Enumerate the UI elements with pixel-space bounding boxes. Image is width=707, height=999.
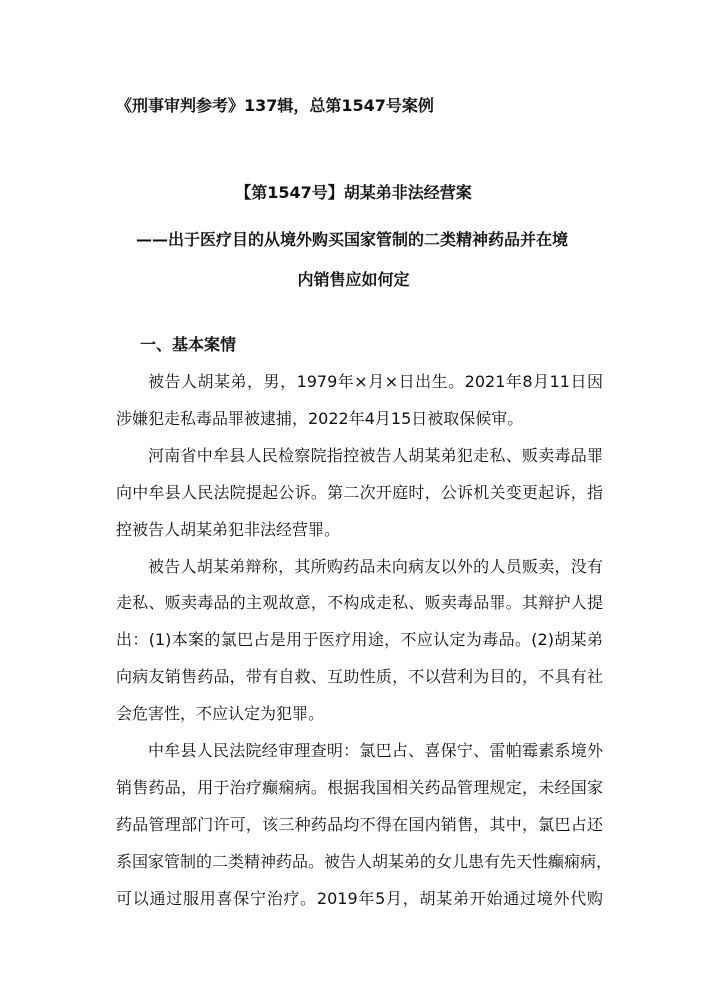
body-line: 可以通过服用喜保宁治疗。2019年5月，胡某弟开始通过境外代购 [116,888,603,908]
body-line: 河南省中牟县人民检察院指控被告人胡某弟犯走私、贩卖毒品罪 [148,445,603,465]
case-title: 【第1547号】胡某弟非法经营案 [235,183,472,202]
body-line: 被告人胡某弟辩称，其所购药品未向病友以外的人员贩卖，没有 [148,556,603,576]
body-line: 会危害性，不应认定为犯罪。 [116,704,325,724]
body-line: 药品管理部门许可，该三种药品均不得在国内销售，其中，氯巴占还 [116,814,603,834]
body-line: 销售药品，用于治疗癫痫病。根据我国相关药品管理规定，未经国家 [116,777,603,797]
body-line: 出：(1)本案的氯巴占是用于医疗用途，不应认定为毒品。(2)胡某弟 [116,630,603,650]
body-line: 向中牟县人民法院提起公诉。第二次开庭时，公诉机关变更起诉，指 [116,482,603,502]
body-line: 被告人胡某弟，男，1979年×月×日出生。2021年8月11日因 [148,372,603,391]
body-line: 向病友销售药品，带有自救、互助性质，不以营利为目的，不具有社 [116,667,603,687]
body-line: 涉嫌犯走私毒品罪被逮捕，2022年4月15日被取保候审。 [116,408,524,428]
body-line: 控被告人胡某弟犯非法经营罪。 [116,519,341,539]
subtitle-line-1: ——出于医疗目的从境外购买国家管制的二类精神药品并在境 [136,230,569,249]
subtitle-line-2: 内销售应如何定 [297,270,410,289]
body-line: 走私、贩卖毒品的主观故意，不构成走私、贩卖毒品罪。其辩护人提 [116,593,603,613]
section-heading: 一、基本案情 [140,335,237,354]
body-line: 中牟县人民法院经审理查明：氯巴占、喜保宁、雷帕霉素系境外 [148,741,603,760]
source-line: 《刑事审判参考》137辑，总第1547号案例 [116,96,434,115]
body-line: 系国家管制的二类精神药品。被告人胡某弟的女儿患有先天性癫痫病， [116,851,613,871]
